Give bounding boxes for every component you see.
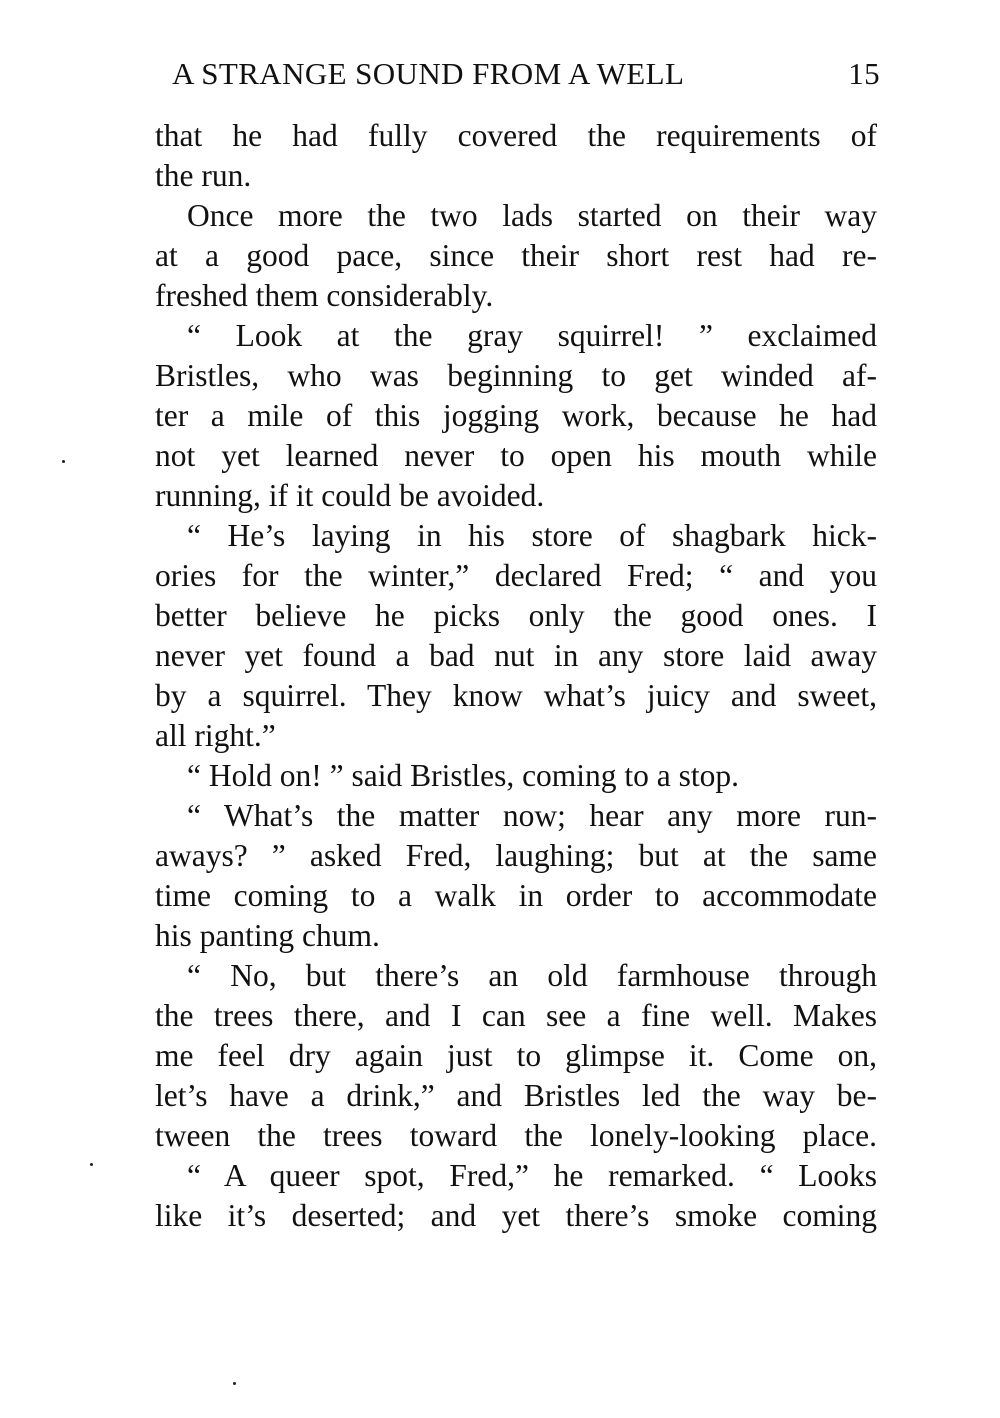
text-line: tween the trees toward the lonely-looking place. [155,1118,877,1153]
text-line: not yet learned never to open his mouth while [155,438,877,473]
text-line: time coming to a walk in order to accommodate [155,878,877,913]
text-line: “ Hold on! ” said Bristles, coming to a stop. [187,758,740,793]
text-line: me feel dry again just to glimpse it. Come on, [155,1038,877,1073]
text-line: like it’s deserted; and yet there’s smoke coming [155,1198,877,1233]
text-line: by a squirrel. They know what’s juicy and sweet, [155,678,877,713]
text-line: running, if it could be avoided. [155,478,545,513]
text-line: Bristles, who was beginning to get winded af- [155,358,877,393]
running-title: A STRANGE SOUND FROM A WELL [172,56,685,91]
text-line: “ Look at the gray squirrel! ” exclaimed [187,318,877,353]
text-line: the trees there, and I can see a fine well. Makes [155,998,877,1033]
text-line: freshed them considerably. [155,278,494,313]
text-line: “ What’s the matter now; hear any more run- [187,798,877,833]
text-line: all right.” [155,718,276,753]
text-line: better believe he picks only the good ones. I [155,598,877,633]
text-line: Once more the two lads started on their way [187,198,877,233]
text-line: ories for the winter,” declared Fred; “ and you [155,558,877,593]
text-line: at a good pace, since their short rest had re- [155,238,877,273]
page-number: 15 [848,56,880,91]
scan-speck [90,1163,93,1166]
scan-speck [233,1382,236,1385]
text-line: that he had fully covered the requirements of [155,118,877,153]
text-line: ter a mile of this jogging work, because he had [155,398,877,433]
text-line: his panting chum. [155,918,380,953]
text-line: never yet found a bad nut in any store laid away [155,638,877,673]
text-line: “ No, but there’s an old farmhouse through [187,958,877,993]
text-line: “ He’s laying in his store of shagbark hick- [187,518,877,553]
text-line: the run. [155,158,252,193]
text-line: let’s have a drink,” and Bristles led the way be- [155,1078,877,1113]
body-text [155,116,877,1236]
running-head [172,54,880,94]
text-line: aways? ” asked Fred, laughing; but at the same [155,838,877,873]
scan-speck [62,460,65,463]
text-line: “ A queer spot, Fred,” he remarked. “ Looks [187,1158,877,1193]
